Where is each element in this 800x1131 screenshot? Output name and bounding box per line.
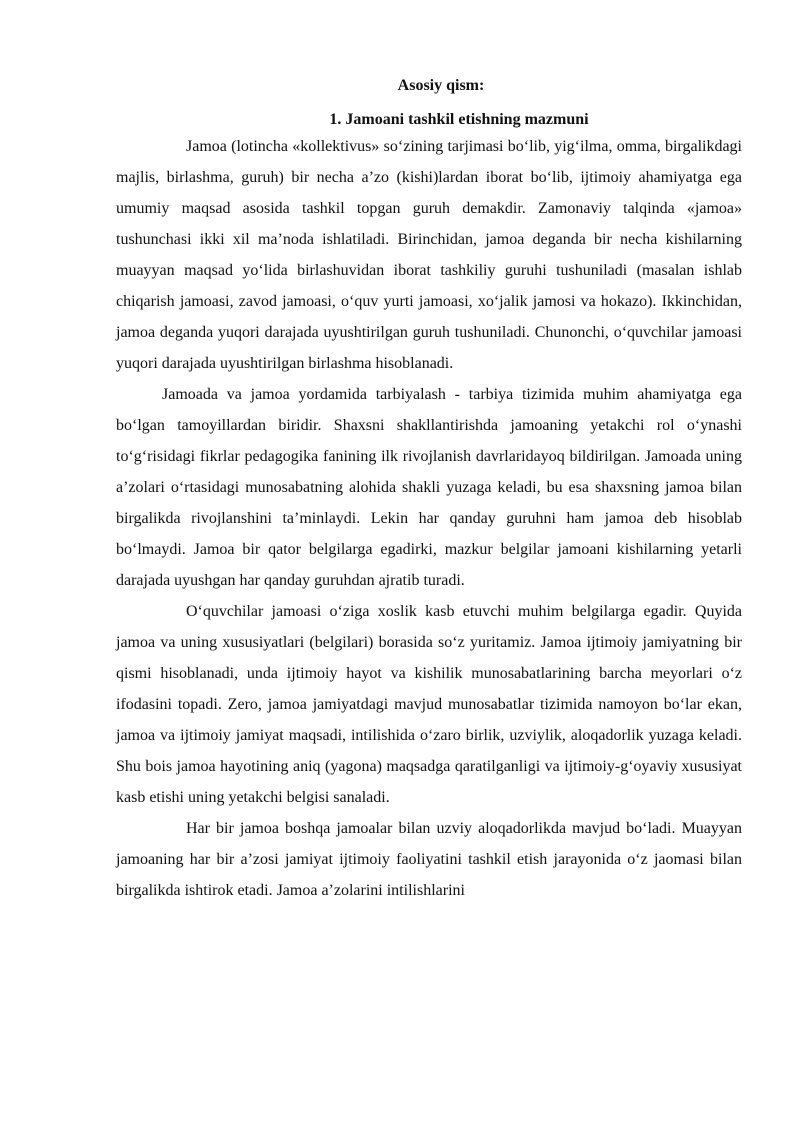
paragraph-3: O‘quvchilar jamoasi o‘ziga xoslik kasb etuvchi muhim belgilarga egadir. Quyida jamoa va uning xususiyatlari (belgilari) borasida so‘z yuritamiz. Jamoa ijtimoiy jamiyatning bir qismi hisoblanadi, unda ijtimoiy hayot va kishilik munosabatlarining barcha meyorlari o‘z ifodasini topadi. Zero, jamoa jamiyatdagi mavjud munosabatlar tizimida namoyon bo‘lar ekan, jamoa va ijtimoiy jamiyat maqsadi, intilishida o‘zaro birlik, uzviylik, aloqadorlik yuzaga keladi. Shu bois jamoa hayotining aniq (yagona) maqsadga qaratilganligi va ijtimoiy-g‘oyaviy xususiyat kasb etishi uning yetakchi belgisi sanaladi. [116,603,742,806]
paragraph-2: Jamoada va jamoa yordamida tarbiyalash - tarbiya tizimida muhim ahamiyatga ega bo‘lgan tamoyillardan biridir. Shaxsni shakllantirishda jamoaning yetakchi rol o‘ynashi to‘g‘risidagi fikrlar pedagogika fanining ilk rivojlanish davrlaridayoq bildirilgan. Jamoada uning a’zolari o‘rtasidagi munosabatning alohida shakli yuzaga keladi, bu esa shaxsning jamoa bilan birgalikda rivojlanshini ta’minlaydi. Lekin har qanday guruhni ham jamoa deb hisoblab bo‘lmaydi. Jamoa bir qator belgilarga egadirki, mazkur belgilar jamoani kishilarning yetarli darajada uyushgan har qanday guruhdan ajratib turadi. [116,386,742,589]
document-page [116,76,742,906]
paragraph-1: Jamoa (lotincha «kollektivus» so‘zining tarjimasi bo‘lib, yig‘ilma, omma, birgalikdagi majlis, birlashma, guruh) bir necha a’zo (kishi)lardan iborat bo‘lib, ijtimoiy ahamiyatga ega umumiy maqsad asosida tashkil topgan guruh demakdir. Zamonaviy talqinda «jamoa» tushunchasi ikki xil ma’noda ishlatiladi. Birinchidan, jamoa deganda bir necha kishilarning muayyan maqsad yo‘lida birlashuvidan iborat tashkiliy guruhi tushuniladi (masalan ishlab chiqarish jamoasi, zavod jamoasi, o‘quv yurti jamoasi, xo‘jalik jamosi va hokazo). Ikkinchidan, jamoa deganda yuqori darajada uyushtirilgan guruh tushuniladi. Chunonchi, o‘quvchilar jamoasi yuqori darajada uyushtirilgan birlashma hisoblanadi. [116,138,742,372]
paragraph-4: Har bir jamoa boshqa jamoalar bilan uzviy aloqadorlikda mavjud bo‘ladi. Muayyan jamoaning har bir a’zosi jamiyat ijtimoiy faoliyatini tashkil etish jarayonida o‘z jaomasi bilan birgalikda ishtirok etadi. Jamoa a’zolarini intilishlarini [116,820,742,899]
heading: Asosiy qism: [397,77,485,94]
section-title: 1. Jamoani tashkil etishning mazmuni [329,111,589,128]
